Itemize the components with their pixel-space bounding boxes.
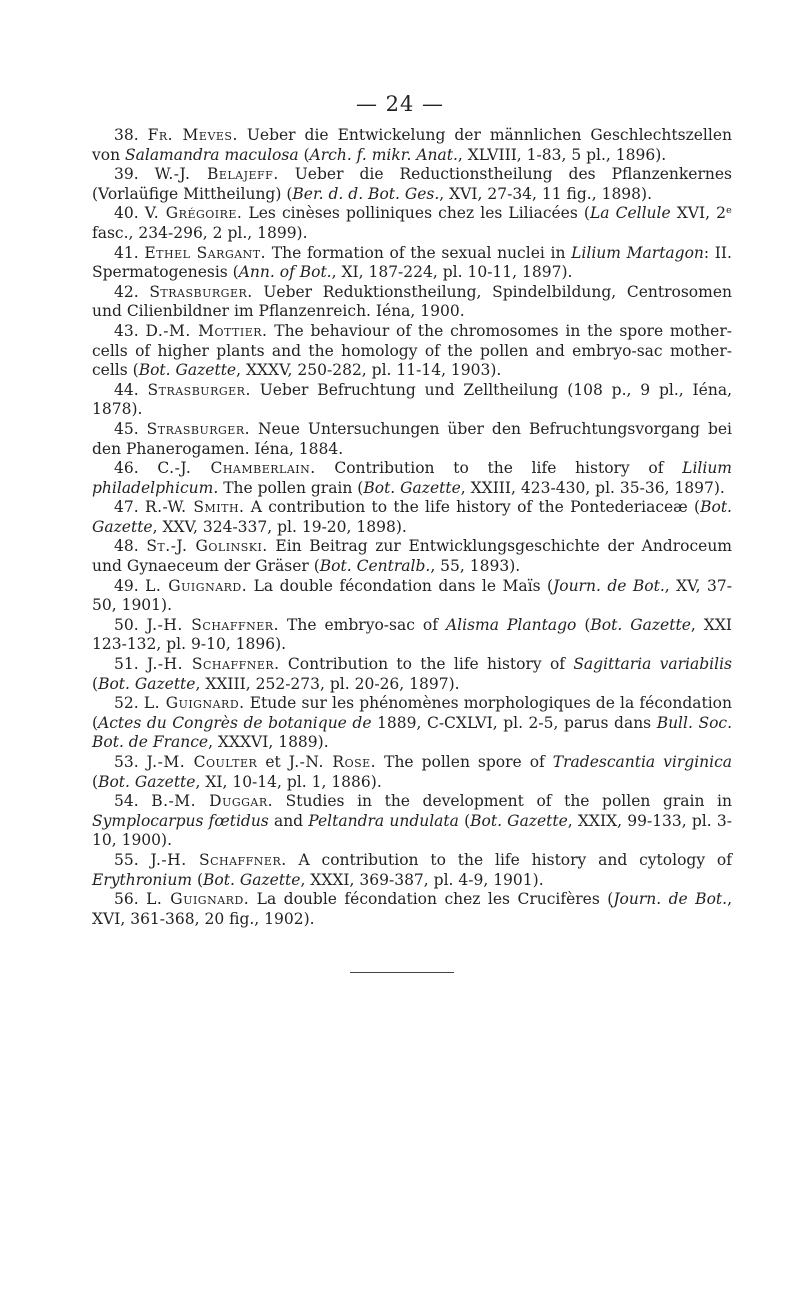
reference-text: The pollen grain ( [218, 478, 364, 497]
reference-author: B.-M. Duggar. [151, 792, 274, 811]
reference-author: Strasburger. [146, 419, 251, 438]
reference-number: 43. [114, 321, 139, 340]
reference-text: ( [298, 145, 310, 164]
reference-text: The behaviour of the chromosomes in the spore mother-cells of higher plants and the homology of the pollen and embryo-sac mother-cells ( [92, 321, 732, 380]
reference-author: Strasburger. [149, 282, 253, 301]
reference-entry [92, 851, 732, 890]
reference-text: XVI, 2ᵉ fasc., 234-296, 2 pl., 1899). [92, 204, 733, 242]
reference-author: J.-H. Schaffner. [150, 850, 287, 869]
reference-text: J.-N. Rose. [288, 753, 377, 771]
reference-title-italic: Bot. Gazette [98, 772, 196, 791]
reference-title-italic: Bot. Gazette [363, 478, 461, 497]
reference-title-italic: Bot. Centralb. [319, 557, 431, 576]
reference-author: L. Guignard. [143, 694, 245, 713]
reference-entry [92, 498, 732, 537]
reference-text: Etude sur les phénomènes morphologiques de la fécondation ( [92, 694, 732, 732]
reference-text: The pollen spore of [376, 753, 553, 771]
reference-author: W.-J. Belajeff. [154, 165, 279, 184]
reference-text: Ueber die Entwickelung der männlichen Geschlechtszellen von [92, 126, 732, 164]
reference-entry [92, 694, 732, 753]
reference-entry [92, 577, 732, 616]
reference-text: Ueber die Reductionstheilung des Pflanzenkernes (Vorlaüfige Mittheilung) ( [92, 165, 732, 203]
reference-entry [92, 655, 732, 694]
reference-text: , XXIII, 252-273, pl. 20-26, 1897). [195, 674, 460, 693]
reference-title-italic: Symplocarpus fœtidus [92, 811, 269, 830]
reference-text: , XI, 10-14, pl. 1, 1886). [195, 772, 382, 791]
reference-list [92, 126, 732, 929]
reference-title-italic: Sagittaria variabilis [573, 655, 733, 674]
reference-text: Les cinèses polliniques chez les Liliacées ( [242, 204, 590, 223]
reference-text: , XXIII, 423-430, pl. 35-36, 1897). [460, 478, 725, 497]
reference-title-italic: Arch. f. mikr. Anat. [309, 145, 458, 164]
reference-title-italic: Bot. Gazette [138, 361, 237, 380]
reference-text: Ueber Reduktionstheilung, Spindelbildung, Centrosomen und Cilienbildner im Pflanzenreich. Iéna, 1900. [92, 282, 732, 321]
reference-text: ( [92, 772, 99, 791]
reference-number: 52. [114, 694, 139, 713]
reference-title-italic: Tradescantia virginica [552, 753, 733, 771]
reference-text: and [268, 811, 309, 830]
reference-entry [92, 890, 732, 929]
reference-text: Ein Beitrag zur Entwicklungsgeschichte der Androceum und Gynaeceum der Gräser ( [92, 537, 733, 576]
reference-author: J.-M. Coulter [146, 753, 258, 771]
reference-entry [92, 537, 732, 576]
reference-number: 56. [114, 890, 139, 909]
reference-title-italic: Alisma Plantago [445, 615, 577, 634]
reference-number: 55. [114, 850, 139, 869]
reference-text: , XVI, 361-368, 20 fig., 1902). [92, 890, 732, 928]
reference-text: , XXXVI, 1889). [208, 733, 329, 752]
reference-author: L. Guignard. [146, 890, 250, 909]
reference-number: 48. [114, 537, 139, 556]
reference-text: et [257, 753, 289, 771]
reference-text: Contribution to the life history of [315, 459, 683, 478]
reference-text: Neue Untersuchungen über den Befruchtungsvorgang bei den Phanerogamen. Iéna, 1884. [92, 419, 732, 458]
reference-text: Studies in the development of the pollen grain in [273, 792, 732, 811]
reference-text: ( [192, 870, 204, 889]
reference-text: La double fécondation chez les Crucifères ( [249, 890, 614, 909]
reference-author: J.-H. Schaffner. [146, 655, 280, 674]
reference-number: 44. [114, 380, 139, 399]
reference-number: 45. [114, 419, 139, 438]
reference-entry [92, 792, 732, 851]
reference-author: C.-J. Chamberlain. [157, 459, 316, 478]
reference-title-italic: Lilium philadelphicum. [92, 459, 733, 497]
reference-text: The embryo-sac of [279, 615, 446, 634]
reference-entry [92, 459, 732, 498]
reference-author: R.-W. Smith. [144, 498, 245, 517]
reference-text: ( [92, 674, 99, 693]
reference-text: , XVI, 27-34, 11 fig., 1898). [439, 184, 653, 203]
reference-title-italic: Erythronium [92, 870, 193, 889]
reference-title-italic: Bot. Gazette [590, 615, 691, 634]
reference-text: ( [576, 615, 591, 634]
reference-text: A contribution to the life history and cytology of [286, 850, 732, 869]
reference-number: 42. [114, 282, 139, 301]
reference-title-italic: Bot. Gazette [92, 498, 732, 536]
reference-text: , XXXI, 369-387, pl. 4-9, 1901). [300, 870, 544, 889]
reference-title-italic: Lilium Martagon [571, 243, 704, 262]
reference-number: 40. [114, 204, 139, 223]
reference-entry [92, 126, 732, 165]
reference-text: , XLVIII, 1-83, 5 pl., 1896). [457, 145, 667, 164]
reference-entry [92, 165, 732, 204]
reference-text: Ueber Befruchtung und Zelltheilung (108 p., 9 pl., Iéna, 1878). [92, 380, 732, 419]
reference-entry [92, 244, 732, 283]
reference-number: 53. [114, 753, 139, 771]
reference-number: 51. [114, 655, 139, 674]
reference-entry [92, 420, 732, 459]
reference-number: 49. [114, 576, 139, 595]
reference-author: J.-H. Schaffner. [146, 615, 279, 634]
reference-text: , 55, 1893). [430, 557, 521, 576]
reference-number: 50. [114, 615, 139, 634]
reference-number: 41. [114, 243, 139, 262]
reference-number: 46. [114, 459, 139, 478]
reference-text: , XXIX, 99-133, pl. 3-10, 1900). [92, 811, 732, 850]
reference-author: Ethel Sargant. [144, 243, 267, 262]
reference-title-italic: Journ. de Bot. [613, 890, 728, 909]
reference-entry [92, 753, 732, 792]
reference-author: St.-J. Golinski. [146, 537, 268, 556]
reference-number: 54. [114, 792, 139, 811]
reference-text: , XXXV, 250-282, pl. 11-14, 1903). [236, 361, 502, 380]
reference-text: ( [458, 811, 471, 830]
page-number: — 24 — [355, 92, 445, 116]
reference-title-italic: Bull. Soc. Bot. de France [92, 713, 733, 752]
reference-author: Fr. Meves. [147, 126, 238, 144]
reference-author: D.-M. Mottier. [145, 321, 268, 340]
reference-number: 47. [114, 498, 139, 517]
reference-entry [92, 204, 732, 243]
reference-title-italic: La Cellule [589, 204, 671, 223]
closing-rule [350, 972, 454, 973]
reference-number: 38. [114, 126, 139, 144]
reference-text: A contribution to the life history of the Pontederiaceæ ( [244, 498, 701, 517]
reference-text: The formation of the sexual nuclei in [266, 243, 572, 262]
reference-title-italic: Salamandra maculosa [125, 145, 299, 164]
reference-author: Strasburger. [147, 380, 251, 399]
reference-text: , XI, 187-224, pl. 10-11, 1897). [331, 263, 573, 282]
reference-text: Contribution to the life history of [279, 655, 574, 674]
reference-title-italic: Bot. Gazette [98, 674, 196, 693]
reference-text: La double fécondation dans le Maïs ( [247, 576, 554, 595]
reference-entry [92, 616, 732, 655]
reference-text: , XXV, 324-337, pl. 19-20, 1898). [152, 517, 407, 536]
reference-author: V. Grégoire. [144, 204, 243, 223]
reference-title-italic: Ann. of Bot. [238, 263, 332, 282]
reference-author: L. Guignard. [145, 576, 248, 595]
reference-number: 39. [114, 165, 139, 184]
reference-text: , XV, 37-50, 1901). [92, 576, 733, 615]
reference-entry [92, 322, 732, 381]
reference-text: , XXI 123-132, pl. 9-10, 1896). [92, 615, 732, 654]
reference-text: : II. Spermatogenesis ( [92, 243, 732, 282]
reference-title-italic: Bot. Gazette [470, 811, 568, 830]
reference-title-italic: Bot. Gazette [203, 870, 301, 889]
reference-title-italic: Peltandra undulata [308, 811, 459, 830]
reference-title-italic: Ber. d. d. Bot. Ges. [292, 184, 440, 203]
reference-title-italic: Journ. de Bot. [553, 576, 665, 595]
reference-entry [92, 283, 732, 322]
reference-entry [92, 381, 732, 420]
reference-title-italic: Actes du Congrès de botanique de [98, 713, 372, 732]
reference-text: 1889, C-CXLVI, pl. 2-5, parus dans [371, 713, 657, 732]
